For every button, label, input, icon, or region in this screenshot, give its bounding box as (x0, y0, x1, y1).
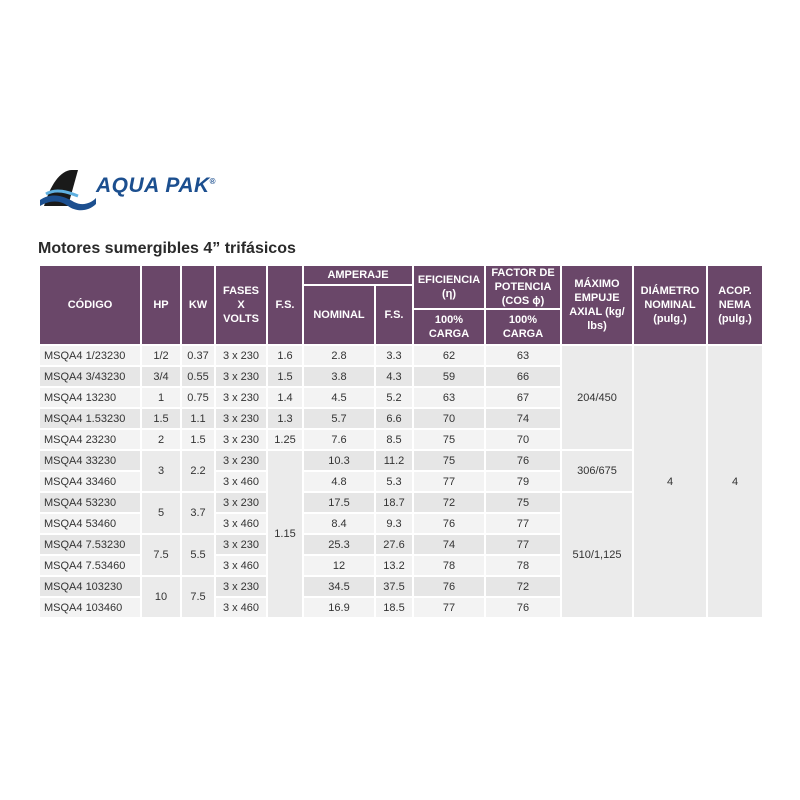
cell-factor-potencia: 63 (485, 345, 561, 366)
cell-volts: 3 x 460 (215, 597, 267, 618)
cell-fs: 1.4 (267, 387, 303, 408)
cell-hp: 2 (141, 429, 181, 450)
cell-eficiencia: 72 (413, 492, 485, 513)
cell-kw: 5.5 (181, 534, 215, 576)
cell-factor-potencia: 67 (485, 387, 561, 408)
cell-amp-fs: 37.5 (375, 576, 413, 597)
cell-code: MSQA4 13230 (39, 387, 141, 408)
logo-wordmark: AQUA PAK® (96, 174, 217, 197)
cell-volts: 3 x 230 (215, 429, 267, 450)
table-row (39, 345, 763, 366)
cell-kw: 1.1 (181, 408, 215, 429)
header-acop-nema: ACOP. NEMA (pulg.) (707, 265, 763, 345)
cell-code: MSQA4 53230 (39, 492, 141, 513)
cell-volts: 3 x 230 (215, 366, 267, 387)
cell-kw: 0.55 (181, 366, 215, 387)
cell-factor-potencia: 76 (485, 450, 561, 471)
header-hp: HP (141, 265, 181, 345)
header-amp-fs: F.S. (375, 285, 413, 345)
cell-code: MSQA4 33230 (39, 450, 141, 471)
cell-amp-nominal: 4.8 (303, 471, 375, 492)
header-fs: F.S. (267, 265, 303, 345)
cell-hp: 3/4 (141, 366, 181, 387)
cell-eficiencia: 70 (413, 408, 485, 429)
cell-eficiencia: 62 (413, 345, 485, 366)
cell-factor-potencia: 76 (485, 597, 561, 618)
cell-amp-fs: 18.7 (375, 492, 413, 513)
cell-volts: 3 x 230 (215, 408, 267, 429)
cell-amp-nominal: 5.7 (303, 408, 375, 429)
cell-code: MSQA4 23230 (39, 429, 141, 450)
cell-amp-fs: 5.3 (375, 471, 413, 492)
header-eficiencia: EFICIENCIA (η) (413, 265, 485, 309)
cell-eficiencia: 77 (413, 597, 485, 618)
cell-code: MSQA4 53460 (39, 513, 141, 534)
cell-code: MSQA4 7.53230 (39, 534, 141, 555)
cell-amp-fs: 6.6 (375, 408, 413, 429)
cell-amp-nominal: 12 (303, 555, 375, 576)
cell-volts: 3 x 230 (215, 576, 267, 597)
cell-factor-potencia: 75 (485, 492, 561, 513)
cell-eficiencia: 77 (413, 471, 485, 492)
cell-kw: 0.75 (181, 387, 215, 408)
cell-code: MSQA4 103460 (39, 597, 141, 618)
cell-factor-potencia: 72 (485, 576, 561, 597)
cell-amp-fs: 5.2 (375, 387, 413, 408)
motor-spec-table (38, 264, 764, 619)
header-empuje-axial: MÁXIMO EMPUJE AXIAL (kg/ lbs) (561, 265, 633, 345)
cell-amp-nominal: 2.8 (303, 345, 375, 366)
cell-volts: 3 x 230 (215, 345, 267, 366)
cell-factor-potencia: 66 (485, 366, 561, 387)
header-diametro-nominal: DIÁMETRO NOMINAL (pulg.) (633, 265, 707, 345)
cell-diametro-nominal: 4 (633, 345, 707, 618)
cell-empuje-axial: 204/450 (561, 345, 633, 450)
cell-eficiencia: 59 (413, 366, 485, 387)
cell-eficiencia: 75 (413, 429, 485, 450)
header-factor-carga: 100% CARGA (485, 309, 561, 345)
cell-volts: 3 x 460 (215, 471, 267, 492)
cell-amp-fs: 9.3 (375, 513, 413, 534)
aqua-pak-logo (38, 166, 228, 214)
cell-amp-nominal: 8.4 (303, 513, 375, 534)
cell-amp-nominal: 3.8 (303, 366, 375, 387)
cell-hp: 1.5 (141, 408, 181, 429)
cell-kw: 2.2 (181, 450, 215, 492)
header-fases-volts: FASES X VOLTS (215, 265, 267, 345)
cell-hp: 3 (141, 450, 181, 492)
cell-code: MSQA4 3/43230 (39, 366, 141, 387)
cell-amp-fs: 27.6 (375, 534, 413, 555)
header-kw: KW (181, 265, 215, 345)
cell-kw: 7.5 (181, 576, 215, 618)
cell-hp: 1 (141, 387, 181, 408)
cell-amp-nominal: 34.5 (303, 576, 375, 597)
cell-amp-nominal: 25.3 (303, 534, 375, 555)
cell-factor-potencia: 74 (485, 408, 561, 429)
cell-factor-potencia: 79 (485, 471, 561, 492)
header-amp-nominal: NOMINAL (303, 285, 375, 345)
cell-volts: 3 x 230 (215, 387, 267, 408)
cell-code: MSQA4 7.53460 (39, 555, 141, 576)
cell-volts: 3 x 230 (215, 492, 267, 513)
cell-factor-potencia: 70 (485, 429, 561, 450)
cell-code: MSQA4 33460 (39, 471, 141, 492)
cell-empuje-axial: 510/1,125 (561, 492, 633, 618)
cell-amp-nominal: 4.5 (303, 387, 375, 408)
cell-kw: 1.5 (181, 429, 215, 450)
cell-hp: 10 (141, 576, 181, 618)
cell-eficiencia: 78 (413, 555, 485, 576)
header-codigo: CÓDIGO (39, 265, 141, 345)
cell-kw: 3.7 (181, 492, 215, 534)
cell-eficiencia: 63 (413, 387, 485, 408)
cell-code: MSQA4 1/23230 (39, 345, 141, 366)
cell-amp-nominal: 10.3 (303, 450, 375, 471)
cell-code: MSQA4 103230 (39, 576, 141, 597)
cell-fs: 1.5 (267, 366, 303, 387)
cell-eficiencia: 75 (413, 450, 485, 471)
cell-volts: 3 x 230 (215, 450, 267, 471)
header-factor-potencia: FACTOR DE POTENCIA (COS ϕ) (485, 265, 561, 309)
cell-factor-potencia: 77 (485, 534, 561, 555)
page-title: Motores sumergibles 4” trifásicos (38, 240, 296, 257)
cell-eficiencia: 74 (413, 534, 485, 555)
cell-amp-fs: 11.2 (375, 450, 413, 471)
cell-amp-fs: 4.3 (375, 366, 413, 387)
aqua-pak-wave-icon (38, 166, 98, 214)
header-eficiencia-carga: 100% CARGA (413, 309, 485, 345)
cell-fs: 1.3 (267, 408, 303, 429)
cell-volts: 3 x 460 (215, 513, 267, 534)
cell-amp-fs: 18.5 (375, 597, 413, 618)
cell-fs: 1.15 (267, 450, 303, 618)
cell-amp-nominal: 17.5 (303, 492, 375, 513)
cell-fs: 1.6 (267, 345, 303, 366)
cell-amp-fs: 3.3 (375, 345, 413, 366)
cell-amp-fs: 13.2 (375, 555, 413, 576)
cell-volts: 3 x 460 (215, 555, 267, 576)
cell-hp: 5 (141, 492, 181, 534)
cell-code: MSQA4 1.53230 (39, 408, 141, 429)
cell-eficiencia: 76 (413, 576, 485, 597)
header-amperaje: AMPERAJE (303, 265, 413, 285)
cell-factor-potencia: 78 (485, 555, 561, 576)
cell-factor-potencia: 77 (485, 513, 561, 534)
cell-empuje-axial: 306/675 (561, 450, 633, 492)
cell-hp: 7.5 (141, 534, 181, 576)
cell-amp-fs: 8.5 (375, 429, 413, 450)
cell-amp-nominal: 16.9 (303, 597, 375, 618)
cell-acop-nema: 4 (707, 345, 763, 618)
cell-fs: 1.25 (267, 429, 303, 450)
cell-kw: 0.37 (181, 345, 215, 366)
cell-eficiencia: 76 (413, 513, 485, 534)
cell-amp-nominal: 7.6 (303, 429, 375, 450)
cell-hp: 1/2 (141, 345, 181, 366)
cell-volts: 3 x 230 (215, 534, 267, 555)
